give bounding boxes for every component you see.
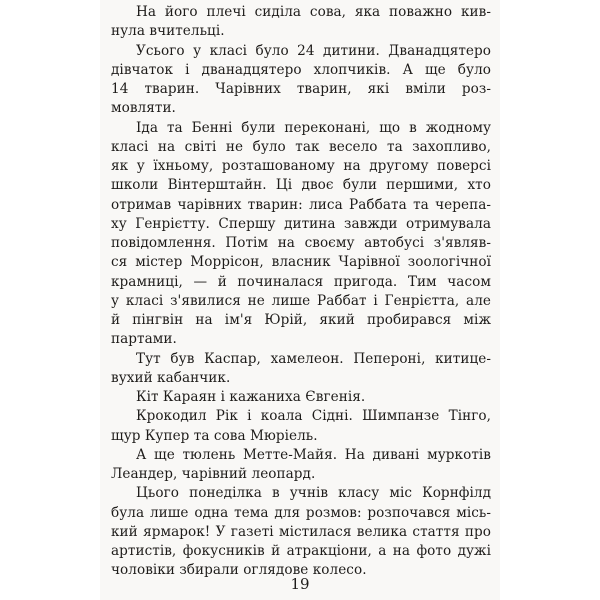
text-line: Цього понеділка в учнів класу міс Корнфілд <box>136 485 491 502</box>
text-line: ху Генрієтту. Спершу дитина завжди отримувала <box>111 215 491 232</box>
paragraph <box>111 446 491 485</box>
paragraph <box>111 119 491 350</box>
body-text <box>111 3 491 581</box>
text-line: А ще тюлень Метте-Майя. На дивані муркотів <box>136 446 491 463</box>
text-line: й пінгвін на ім'я Юрій, який пробирався між <box>111 312 491 328</box>
text-line: крамниці, — й починалася пригода. Тим часом <box>111 273 491 290</box>
text-line: 14 тварин. Чарівних тварин, які вміли роз- <box>111 81 491 97</box>
text-line: Леандер, чарівний леопард. <box>111 466 316 482</box>
text-line: ся містер Моррісон, власник Чарівної зоологічної <box>111 254 491 271</box>
text-line: Крокодил Рік і коала Сідні. Шимпанзе Тінго, <box>136 408 491 425</box>
book-page <box>100 0 500 600</box>
text-line: мовляти. <box>111 100 176 117</box>
text-line: Усього у класі було 24 дитини. Дванадцятеро <box>136 42 491 59</box>
text-line: була лише одна тема для розмов: розпочався місь- <box>111 504 491 521</box>
text-line: повідомлення. Потім на своєму автобусі з'являв- <box>111 235 491 251</box>
text-line: дівчаток і дванадцятеро хлопчиків. А ще було <box>111 61 491 78</box>
text-line: артистів, фокусників й атракціони, а на фото дужі <box>111 543 491 559</box>
text-line: у класі з'явилися не лише Раббат і Генрієтта, але <box>111 292 491 309</box>
text-line: щур Купер та сова Мюріель. <box>111 427 318 444</box>
text-line: нула вчительці. <box>111 23 225 40</box>
paragraph <box>111 407 491 446</box>
text-line: кий ярмарок! У газеті містилася велика стаття про <box>111 523 491 540</box>
paragraph <box>111 350 491 389</box>
text-line: класі на світі не було так весело та захопливо, <box>111 138 491 155</box>
text-line: вухий кабанчик. <box>111 369 231 386</box>
text-line: Іда та Бенні були переконані, що в жодному <box>136 119 491 136</box>
text-line: школи Вінтерштайн. Ці двоє були першими, хто <box>111 177 491 194</box>
text-line: партами. <box>111 331 177 348</box>
text-line: як у їхньому, розташованому на другому поверсі <box>111 158 491 174</box>
page-number: 19 <box>290 575 310 593</box>
text-line: На його плечі сиділа сова, яка поважно кив- <box>136 4 491 20</box>
paragraph <box>111 42 491 119</box>
paragraph <box>111 3 491 42</box>
text-line: чоловіки збирали оглядове колесо. <box>111 562 367 579</box>
paragraph <box>111 484 491 580</box>
text-line: Кіт Караян і кажаниха Євгенія. <box>136 389 366 405</box>
text-line: Тут був Каспар, хамелеон. Пепероні, китице- <box>136 350 491 367</box>
text-line: отримав чарівних тварин: лиса Раббата та черепа- <box>111 196 491 213</box>
paragraph <box>111 388 491 407</box>
